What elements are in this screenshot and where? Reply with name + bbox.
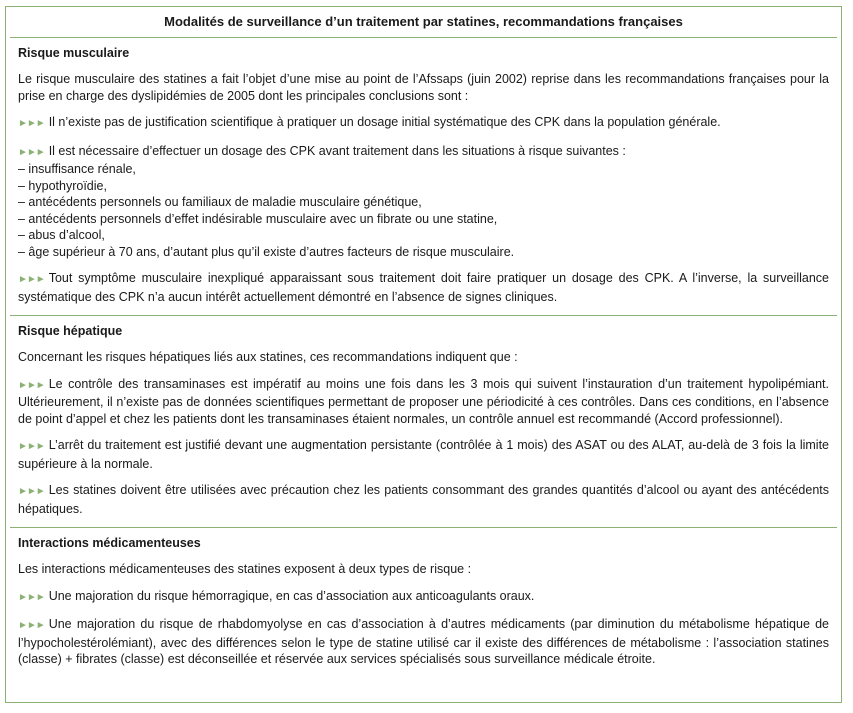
bullet-paragraph bbox=[18, 616, 829, 668]
bullet-paragraph bbox=[18, 437, 829, 472]
intro-paragraph: Le risque musculaire des statines a fait l’objet d’une mise au point de l’Afssaps (juin 2002) reprise dans les recommandations françaises pour la prise en charge des dyslipidémies de 2005 dont les principales conclusions sont : bbox=[18, 72, 829, 103]
bullet-text: Le contrôle des transaminases est impératif au moins une fois dans les 3 mois qui suivent l’instauration d’un traitement hypolipémiant. Ultérieurement, il n’existe pas de données scientifiques permettant de proposer une périodicité à ces contrôles. Dans ces conditions, en l’absence de point d’appel et chez les patients dont les transaminases étaient normales, un contrôle annuel est recommandé (Accord professionnel). bbox=[18, 376, 829, 426]
triple-arrow-icon: ►►► bbox=[18, 591, 45, 603]
bullet-text: Une majoration du risque hémorragique, en cas d’association aux anticoagulants oraux. bbox=[48, 588, 535, 603]
bullet-text: Tout symptôme musculaire inexpliqué apparaissant sous traitement doit faire pratiquer un dosage des CPK. A l’inverse, la surveillance systématique des CPK n’a aucun intérêt actuellement démontré en l’absence de signes cliniques. bbox=[18, 271, 829, 304]
section-heading: Risque hépatique bbox=[18, 324, 123, 338]
box-title: Modalités de surveillance d’un traitement par statines, recommandations françaises bbox=[10, 7, 837, 38]
triple-arrow-icon: ►►► bbox=[18, 118, 45, 129]
triple-arrow-icon: ►►► bbox=[18, 620, 45, 631]
intro-paragraph: Les interactions médicamenteuses des statines exposent à deux types de risque : bbox=[18, 562, 472, 576]
recommendations-box bbox=[5, 6, 842, 703]
section-liver-risk bbox=[10, 316, 837, 528]
bullet-paragraph bbox=[18, 143, 829, 162]
list-item: – antécédents personnels d’effet indésirable musculaire avec un fibrate ou une statine, bbox=[18, 211, 498, 226]
risk-situations-list bbox=[18, 161, 829, 260]
list-item: – âge supérieur à 70 ans, d’autant plus qu’il existe d’autres facteurs de risque musculaire. bbox=[18, 244, 515, 259]
section-drug-interactions bbox=[10, 528, 837, 668]
bullet-text: L’arrêt du traitement est justifié devant une augmentation persistante (contrôlée à 1 mois) des ASAT ou des ALAT, au-delà de 3 fois la limite supérieure à la normale. bbox=[18, 438, 829, 471]
bullet-text: Il n’existe pas de justification scientifique à pratiquer un dosage initial systématique des CPK dans la population générale. bbox=[48, 115, 721, 129]
triple-arrow-icon: ►►► bbox=[18, 441, 45, 452]
triple-arrow-icon: ►►► bbox=[18, 379, 45, 391]
section-heading: Interactions médicamenteuses bbox=[18, 536, 201, 550]
bullet-paragraph bbox=[18, 482, 829, 517]
list-item: – antécédents personnels ou familiaux de maladie musculaire génétique, bbox=[18, 195, 422, 209]
bullet-paragraph bbox=[18, 588, 829, 607]
bullet-paragraph bbox=[18, 114, 829, 133]
section-muscle-risk bbox=[10, 38, 837, 316]
bullet-text: Il est nécessaire d’effectuer un dosage des CPK avant traitement dans les situations à risque suivantes : bbox=[48, 143, 626, 158]
bullet-text: Les statines doivent être utilisées avec précaution chez les patients consommant des grandes quantités d’alcool ou ayant des antécédents hépatiques. bbox=[18, 483, 829, 516]
section-heading: Risque musculaire bbox=[18, 46, 130, 60]
list-item: – insuffisance rénale, bbox=[18, 162, 136, 176]
triple-arrow-icon: ►►► bbox=[18, 274, 45, 285]
bullet-text: Une majoration du risque de rhabdomyolyse en cas d’association à d’autres médicaments (par diminution du métabolisme hépatique de l’hypocholestérolémiant), avec des différences selon le type de statine utilisé car il existe des différences de métabolisme : l’association statines (classe) + fibrates (classe) est déconseillée et réservée aux services spécialisés sous surveillance médicale étroite. bbox=[18, 617, 829, 666]
list-item: – abus d’alcool, bbox=[18, 228, 105, 242]
list-item: – hypothyroïdie, bbox=[18, 178, 107, 193]
intro-paragraph: Concernant les risques hépatiques liés aux statines, ces recommandations indiquent que : bbox=[18, 350, 518, 364]
triple-arrow-icon: ►►► bbox=[18, 486, 45, 497]
bullet-paragraph bbox=[18, 270, 829, 305]
bullet-paragraph bbox=[18, 376, 829, 428]
triple-arrow-icon: ►►► bbox=[18, 146, 45, 158]
